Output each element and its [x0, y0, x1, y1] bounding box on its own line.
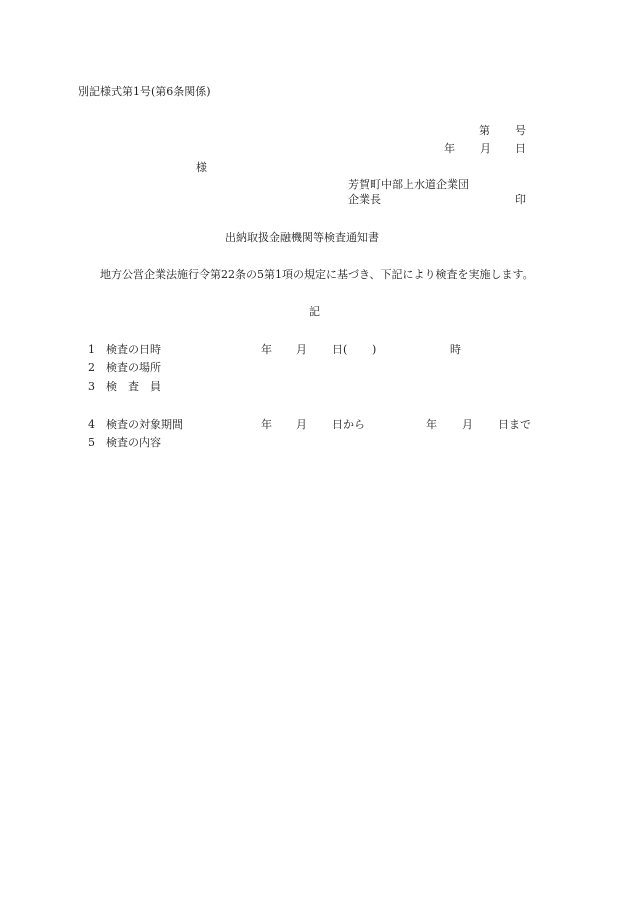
item-1-year: 年	[261, 343, 272, 356]
document-number-go: 号	[515, 124, 526, 137]
sender-organization: 芳賀町中部上水道企業団	[348, 178, 469, 191]
item-4-from-day: 日から	[332, 418, 365, 431]
item-4-label: 検査の対象期間	[106, 418, 183, 431]
item-4-from-month: 月	[296, 418, 307, 431]
body-text: 地方公営企業法施行令第22条の5第1項の規定に基づき、下記により検査を実施します。	[100, 268, 534, 281]
date-year: 年	[444, 142, 455, 155]
item-3-label: 検 査 員	[106, 380, 161, 393]
addressee-sama: 様	[196, 161, 207, 174]
sender-seal: 印	[515, 193, 526, 206]
date-day: 日	[515, 142, 526, 155]
item-1-month: 月	[296, 343, 307, 356]
item-2-label: 検査の場所	[106, 361, 161, 374]
sender-title: 企業長	[348, 193, 381, 206]
item-5-label: 検査の内容	[106, 436, 161, 449]
item-4-to-month: 月	[462, 418, 473, 431]
item-4-number: 4	[88, 418, 95, 431]
item-1-paren-close: )	[372, 343, 377, 356]
item-4-to-year: 年	[426, 418, 437, 431]
document-title: 出納取扱金融機関等検査通知書	[225, 231, 379, 244]
item-5-number: 5	[88, 436, 95, 449]
item-3-number: 3	[88, 380, 95, 393]
item-1-day-open: 日(	[332, 343, 348, 356]
form-label: 別記様式第1号(第6条関係)	[78, 85, 211, 98]
item-4-to-day: 日まで	[498, 418, 531, 431]
item-1-number: 1	[88, 343, 95, 356]
item-1-label: 検査の日時	[106, 343, 161, 356]
ki-mark: 記	[309, 305, 320, 318]
date-month: 月	[480, 142, 491, 155]
item-4-from-year: 年	[261, 418, 272, 431]
document-number-dai: 第	[479, 124, 490, 137]
item-2-number: 2	[88, 361, 95, 374]
item-1-hour: 時	[450, 343, 461, 356]
